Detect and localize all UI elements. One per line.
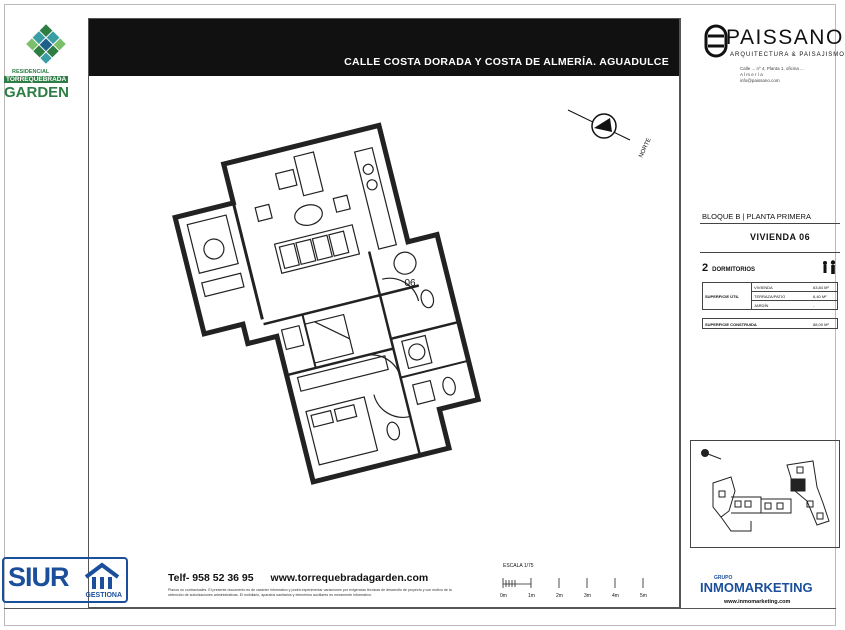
logo-line-2: TORREQUEBRADA [6, 76, 67, 83]
right-panel-divider [680, 18, 681, 608]
siur-logo [2, 557, 128, 603]
dormitorios-count: 2 DORMITORIOS [702, 262, 756, 274]
scale-tick-3: 3m [584, 593, 591, 599]
logo-line-1: RESIDENCIAL [12, 69, 50, 75]
people-icon [820, 260, 840, 274]
superficie-construida-row: SUPERFICIE CONSTRUIDA 88,00 M² [702, 318, 838, 329]
disclaimer-text: Planos no contractuales. El presente documento es de carácter informativo y podrá experimentar variaciones por exigencias técnicas de desarrollo de proyecto y con motivo de la obtención de autorizaciones administrativas. El mobiliario, aparatos sanitarios y elementos auxiliares es meramente informativo. [168, 588, 452, 597]
phone-text: Telf- 958 52 36 95 [168, 572, 254, 584]
siur-subtitle: GESTIONA [85, 592, 122, 599]
inmomarketing-name: INMOMARKETING [700, 580, 813, 595]
torrequebrada-logo [4, 20, 84, 100]
architect-address: Calle ... nº 4, Planta 1, oficina ... A l m e r í a info@paissano.com [740, 66, 804, 83]
address-text: CALLE COSTA DORADA Y COSTA DE ALMERÍA. AGUADULCE [344, 56, 669, 68]
website-text: www.torrequebradagarden.com [270, 572, 429, 584]
scale-tick-2: 2m [556, 593, 563, 599]
north-label: NORTE [638, 137, 653, 159]
paissano-logo-icon [704, 24, 728, 58]
house-icon [82, 563, 122, 591]
superficie-util-table: SUPERFICIE ÚTIL VIVIENDA 63,84 M² TERRAZA/PATIO 6,40 M² JARDÍN - [702, 282, 838, 310]
siur-name: SIUR [8, 562, 69, 592]
floor-plan [180, 100, 500, 505]
scale-tick-5: 5m [640, 593, 647, 599]
address-header [89, 19, 679, 76]
bottom-border [4, 608, 836, 609]
scale-ruler [497, 560, 677, 608]
superficie-rows: VIVIENDA 63,84 M² TERRAZA/PATIO 6,40 M² JARDÍN - [751, 283, 837, 309]
bloque-planta: BLOQUE B | PLANTA PRIMERA [702, 212, 811, 221]
site-plan-drawing [691, 441, 841, 549]
architect-subtitle: ARQUITECTURA & PAISAJISMO [730, 52, 845, 58]
logo-line-3: GARDEN [4, 84, 70, 101]
contact-line [168, 572, 442, 584]
scale-label: ESCALA 1/75 [503, 563, 534, 569]
site-plan [690, 440, 840, 548]
diamond-mosaic-icon [4, 20, 84, 68]
inmomarketing-url: www.inmomarketing.com [724, 599, 791, 605]
floor-plan-drawing [180, 100, 500, 500]
vivienda-title: VIVIENDA 06 [750, 232, 811, 242]
scale-tick-0: 0m [500, 593, 507, 599]
scale-tick-4: 4m [612, 593, 619, 599]
scale-bar [497, 560, 677, 608]
north-arrow-icon [560, 100, 653, 170]
grupo-label: GRUPO [714, 575, 733, 581]
scale-tick-1: 1m [528, 593, 535, 599]
plan-unit-label: 06 [404, 278, 416, 289]
architect-name: PAISSANO [726, 26, 844, 49]
